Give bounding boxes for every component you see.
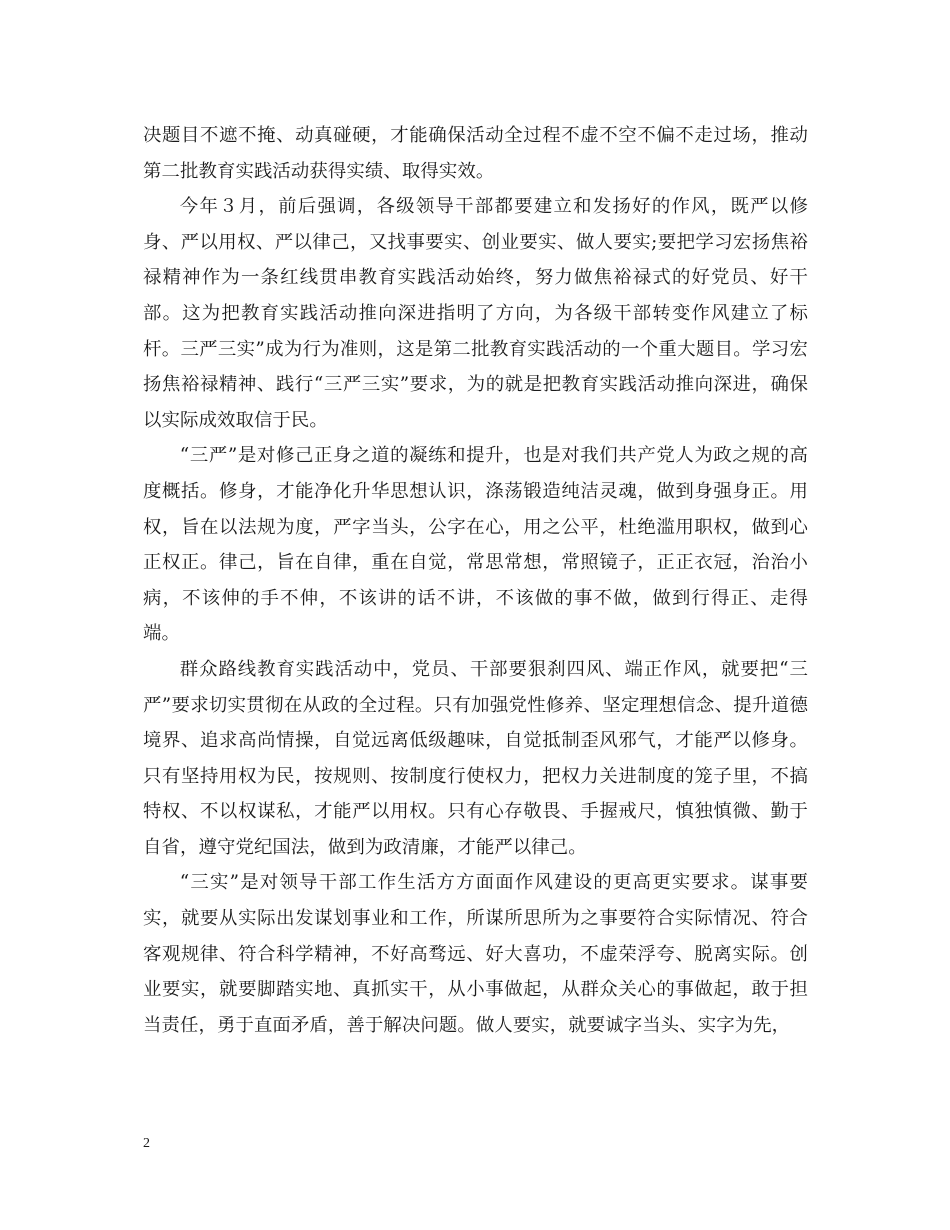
paragraph-3: “三严”是对修己正身之道的凝练和提升，也是对我们共产党人为政之规的高度概括。修身，才能净化升华思想认识，涤荡锻造纯洁灵魂，做到身强身正。用权，旨在以法规为度，严字当头，公字在心，用之公平，杜绝滥用职权，做到心正权正。律己，旨在自律，重在自觉，常思常想，常照镜子，正正衣冠，治治小病，不该伸的手不伸，不该讲的话不讲，不该做的事不做，做到行得正、走得端。 <box>143 445 808 645</box>
paragraph-4: 群众路线教育实践活动中，党员、干部要狠刹四风、端正作风，就要把“三严”要求切实贯彻在从政的全过程。只有加强党性修养、坚定理想信念、提升道德境界、追求高尚情操，自觉远离低级趣味，自觉抵制歪风邪气，才能严以修身。只有坚持用权为民，按规则、按制度行使权力，把权力关进制度的笼子里，不搞特权、不以权谋私，才能严以用权。只有心存敬畏、手握戒尺，慎独慎微、勤于自省，遵守党纪国法，做到为政清廉，才能严以律己。 <box>143 658 808 858</box>
paragraph-5: “三实”是对领导干部工作生活方方面面作风建设的更高更实要求。谋事要实，就要从实际出发谋划事业和工作，所谋所思所为之事要符合实际情况、符合客观规律、符合科学精神，不好高骛远、好大喜功，不虚荣浮夸、脱离实际。创业要实，就要脚踏实地、真抓实干，从小事做起，从群众关心的事做起，敢于担当责任，勇于直面矛盾，善于解决问题。做人要实，就要诚字当头、实字为先， <box>143 872 808 1036</box>
page-number: 2 <box>143 1136 150 1151</box>
paragraph-1: 决题目不遮不掩、动真碰硬，才能确保活动全过程不虚不空不偏不走过场，推动第二批教育实践活动获得实绩、取得实效。 <box>143 125 808 182</box>
document-body <box>143 118 808 1043</box>
paragraph-2: 今年３月，前后强调，各级领导干部都要建立和发扬好的作风，既严以修身、严以用权、严以律己，又找事要实、创业要实、做人要实;要把学习宏扬焦裕禄精神作为一条红线贯串教育实践活动始终，努力做焦裕禄式的好党员、好干部。这为把教育实践活动推向深进指明了方向，为各级干部转变作风建立了标杆。三严三实”成为行为准则，这是第二批教育实践活动的一个重大题目。学习宏扬焦裕禄精神、践行“三严三实”要求，为的就是把教育实践活动推向深进，确保以实际成效取信于民。 <box>143 196 808 431</box>
